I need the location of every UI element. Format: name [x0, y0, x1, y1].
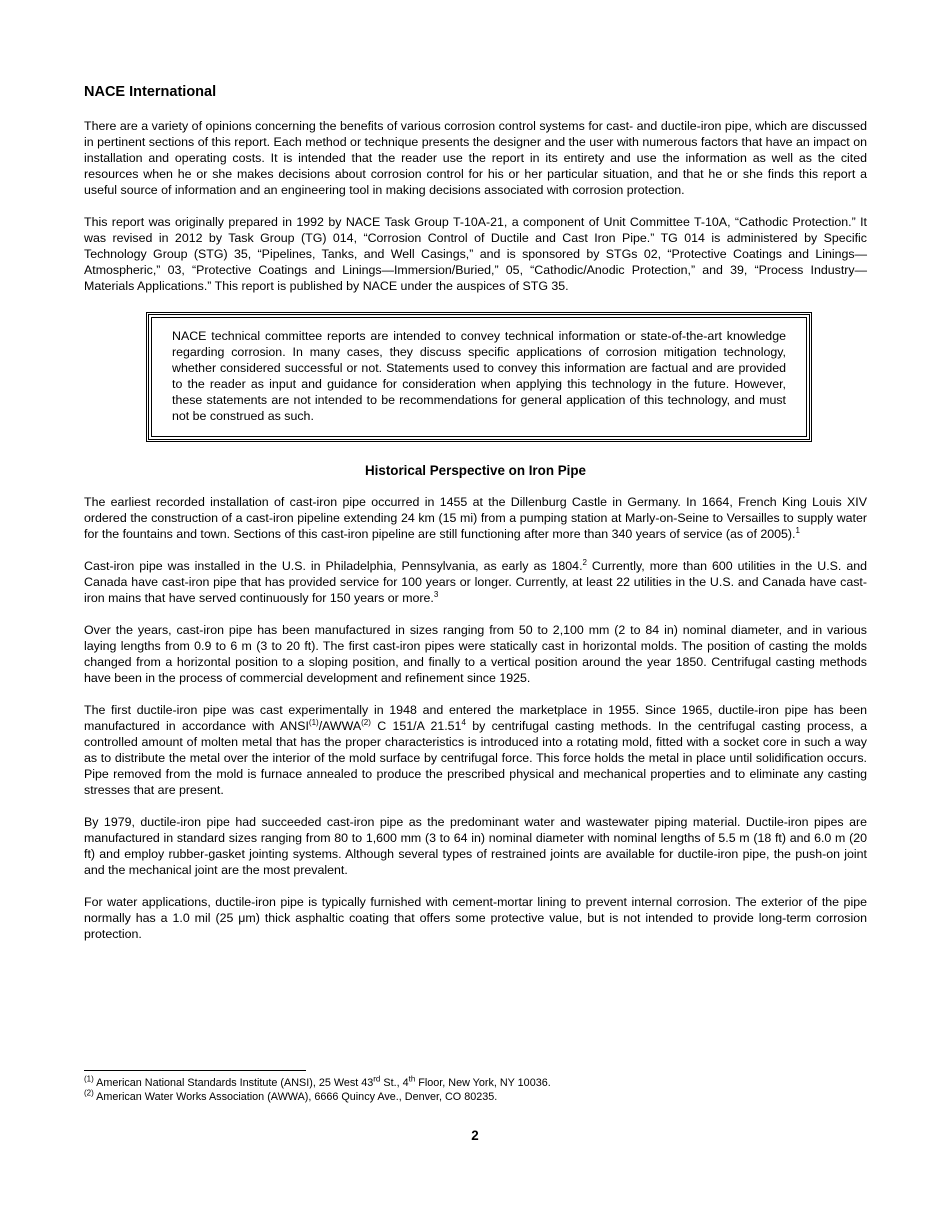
footnotes [84, 1070, 867, 1104]
notice-text: NACE technical committee reports are intended to convey technical information or state-of-the-art knowledge regarding corrosion. In many cases, they discuss specific applications of corrosion mitigation technology, whether considered successful or not. Statements used to convey this information are factual and are provided to the reader as input and guidance for consideration when applying this technology in the future. However, these statements are not intended to be recommendations for general application of this technology, and must not be construed as such. [172, 329, 786, 423]
footnote-1 [84, 1076, 867, 1090]
history-p1-text: The earliest recorded installation of cast-iron pipe occurred in 1455 at the Dillenburg Castle in Germany. In 1664, French King Louis XIV ordered the construction of a cast-iron pipeline extending 24 km (15 mi) from a pumping station at Marly-on-Seine to Versailles to supply water for the fountains and town. Sections of this cast-iron pipeline are still functioning after more than 340 years of service (as of 2005). [84, 495, 867, 541]
intro-paragraph-1: There are a variety of opinions concerning the benefits of various corrosion control systems for cast- and ductile-iron pipe, which are discussed in pertinent sections of this report. Each method or technique presents the designer and the user with numerous factors that have an impact on installation and operating costs. It is intended that the reader use the report in its entirety and use the information as well as the cited resources when he or she makes decisions about corrosion control for his or her particular situation, and that he or she finds this report a useful source of information and an engineering tool in making decisions associated with corrosion protection. [84, 119, 867, 197]
history-paragraph-1 [84, 494, 867, 542]
history-p4-text-a: The first ductile-iron pipe was cast experimentally in 1948 and entered the marketplace in 1955. Since 1965, ductile-iron pipe has been manufactured in accordance with ANSI [84, 703, 867, 733]
footnote-1-text-c: Floor, New York, NY 10036. [415, 1077, 551, 1089]
reference-marker: 2 [582, 557, 587, 567]
section-heading-history: Historical Perspective on Iron Pipe [364, 463, 587, 478]
history-p4-text-c: C 151/A 21.51 [370, 719, 462, 733]
footnote-1-text-a: American National Standards Institute (ANSI), 25 West 43 [93, 1077, 374, 1089]
notice-box-inner [151, 317, 807, 437]
footnote-mark: (2) [84, 1088, 94, 1098]
footnote-marker: (1) [308, 717, 319, 727]
reference-marker: 1 [795, 525, 800, 535]
history-p4-text-d: by centrifugal casting methods. In the centrifugal casting process, a controlled amount of molten metal that has the proper characteristics is introduced into a rotating mold, fitted with a socket core in such a way as to distribute the metal over the interior of the mold surface by centrifugal force. This force holds the metal in place until solidification occurs. Pipe removed from the mold is furnace annealed to produce the prescribed physical and mechanical properties and to eliminate any casting stresses that are present. [84, 719, 867, 797]
notice-box [146, 312, 812, 442]
history-paragraph-5: By 1979, ductile-iron pipe had succeeded cast-iron pipe as the predominant water and wastewater piping material. Ductile-iron pipes are manufactured in standard sizes ranging from 80 to 1,600 mm (3 to 64 in) nominal diameter with nominal lengths of 5.5 m (18 ft) and 6.0 m (20 ft) and employ rubber-gasket jointing systems. Although several types of restrained joints are available for ductile-iron pipe, the push-on joint and the mechanical joint are the most prevalent. [84, 815, 867, 877]
history-p2-text-b: Currently, more than 600 utilities in the U.S. and Canada have cast-iron pipe that has provided service for 100 years or longer. Currently, at least 22 utilities in the U.S. and Canada have cast-iron mains that have served continuously for 150 years or more. [84, 559, 867, 605]
ordinal-suffix: th [408, 1074, 416, 1084]
history-p4-text-b: /AWWA [318, 719, 362, 733]
reference-marker: 3 [433, 589, 439, 599]
history-p2-text-a: Cast-iron pipe was installed in the U.S. in Philadelphia, Pennsylvania, as early as 1804. [84, 559, 583, 573]
document-page [84, 84, 867, 958]
footnote-divider [84, 1070, 306, 1071]
footnote-marker: (2) [361, 717, 371, 727]
organization-heading: NACE International [84, 84, 217, 100]
history-paragraph-6: For water applications, ductile-iron pipe is typically furnished with cement-mortar lining to prevent internal corrosion. The exterior of the pipe normally has a 1.0 mil (25 μm) thick asphaltic coating that offers some protective value, but is not intended to provide long-term corrosion protection. [84, 895, 867, 941]
intro-paragraph-2: This report was originally prepared in 1992 by NACE Task Group T-10A-21, a component of Unit Committee T-10A, “Cathodic Protection.” It was revised in 2012 by Task Group (TG) 014, “Corrosion Control of Ductile and Cast Iron Pipe.” TG 014 is administered by Specific Technology Group (STG) 35, “Pipelines, Tanks, and Well Casings,” and is sponsored by STGs 02, “Protective Coatings and Linings—Atmospheric,” 03, “Protective Coatings and Linings—Immersion/Buried,” 05, “Cathodic/Anodic Protection,” and 39, “Process Industry—Materials Applications.” This report is published by NACE under the auspices of STG 35. [84, 215, 867, 293]
footnote-1-text-b: St., 4 [380, 1077, 409, 1089]
footnote-mark: (1) [84, 1074, 94, 1084]
history-paragraph-4 [84, 702, 867, 798]
footnote-2 [84, 1090, 867, 1104]
reference-marker: 4 [461, 717, 466, 727]
page-number: 2 [471, 1128, 479, 1143]
ordinal-suffix: rd [373, 1074, 381, 1084]
history-paragraph-2 [84, 558, 867, 606]
history-paragraph-3: Over the years, cast-iron pipe has been manufactured in sizes ranging from 50 to 2,100 mm (2 to 84 in) nominal diameter, and in various laying lengths from 0.9 to 6 m (3 to 20 ft). The first cast-iron pipes were statically cast in horizontal molds. The position of casting the molds changed from a horizontal position to a sloping position, and finally to a vertical position around the year 1850. Centrifugal casting methods have been in the process of commercial development and refinement since 1925. [84, 623, 867, 685]
footnote-2-text: American Water Works Association (AWWA), 6666 Quincy Ave., Denver, CO 80235. [93, 1091, 498, 1103]
